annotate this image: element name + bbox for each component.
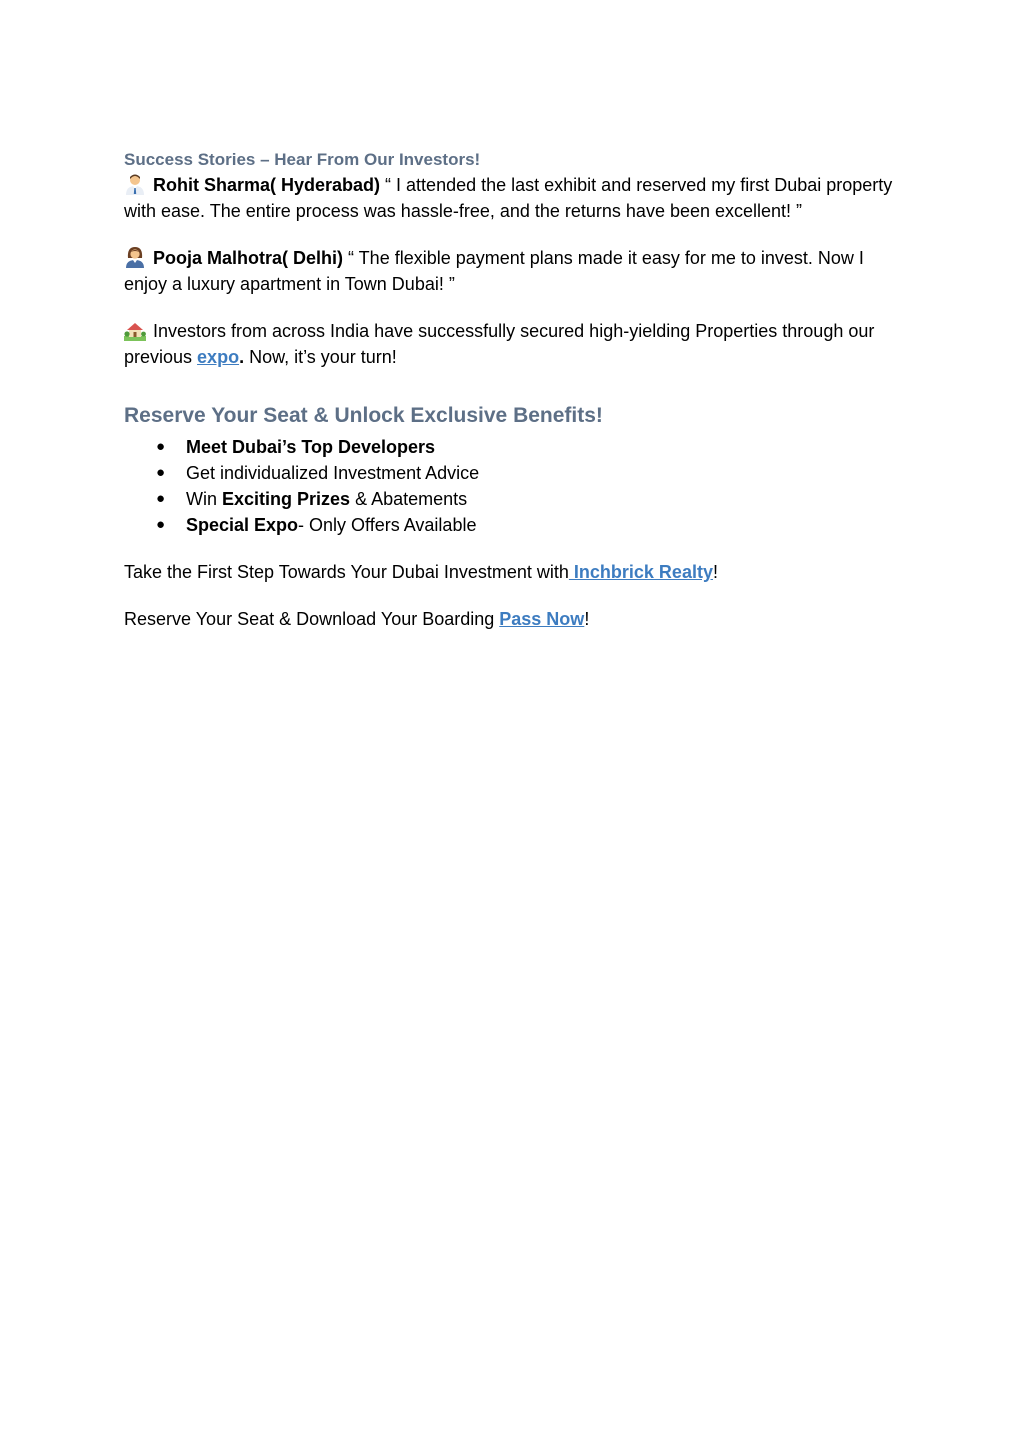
testimonial-quote: “ I attended the last exhibit and reserved my first Dubai property with ease. The entire process was hassle-free, and the returns have been excellent! ” (124, 175, 893, 221)
benefit-text: & Abatements (350, 489, 468, 509)
reserve-paragraph (124, 606, 904, 632)
testimonial-pooja (124, 245, 904, 297)
first-step-paragraph (124, 559, 904, 585)
list-item (124, 512, 904, 538)
investors-text: Investors from across India have successfully secured high-yielding Properties through our previous (124, 321, 875, 367)
benefit-text: Get individualized Investment Advice (186, 463, 480, 483)
woman-office-worker-icon (124, 246, 146, 268)
success-stories-heading: Success Stories – Hear From Our Investors! (124, 150, 481, 169)
benefit-bold: Special Expo (186, 515, 299, 535)
inchbrick-realty-link[interactable]: Inchbrick Realty (568, 562, 713, 582)
list-item (124, 460, 904, 486)
benefit-text: - Only Offers Available (298, 515, 477, 535)
investors-paragraph (124, 318, 904, 370)
benefits-list (124, 434, 904, 538)
testimonial-quote: “ The flexible payment plans made it easy for me to invest. Now I enjoy a luxury apartment in Town Dubai! ” (124, 248, 864, 294)
benefits-heading: Reserve Your Seat & Unlock Exclusive Benefits! (124, 404, 603, 427)
reserve-end: ! (584, 609, 590, 629)
benefit-pre: Win (186, 489, 222, 509)
man-office-worker-icon (124, 173, 146, 195)
pass-now-link[interactable]: Pass Now (499, 609, 585, 629)
bullet-icon: ● (156, 490, 166, 507)
investors-period: . (239, 347, 245, 367)
expo-link[interactable]: expo (197, 347, 240, 367)
investors-text-end: Now, it’s your turn! (244, 347, 397, 367)
list-item (124, 486, 904, 512)
bullet-icon: ● (156, 516, 166, 533)
benefit-bold: Meet Dubai’s Top Developers (186, 437, 436, 457)
first-step-end: ! (712, 562, 718, 582)
reserve-text: Reserve Your Seat & Download Your Boarding (124, 609, 500, 629)
benefit-bold: Exciting Prizes (222, 489, 351, 509)
bullet-icon: ● (156, 438, 166, 455)
house-with-garden-icon (124, 319, 146, 341)
first-step-text: Take the First Step Towards Your Dubai Investment with (124, 562, 569, 582)
bullet-icon: ● (156, 464, 166, 481)
list-item (124, 434, 904, 460)
testimonial-name: Rohit Sharma( Hyderabad) (153, 175, 381, 195)
testimonial-name: Pooja Malhotra( Delhi) (153, 248, 344, 268)
testimonial-rohit (124, 172, 904, 224)
